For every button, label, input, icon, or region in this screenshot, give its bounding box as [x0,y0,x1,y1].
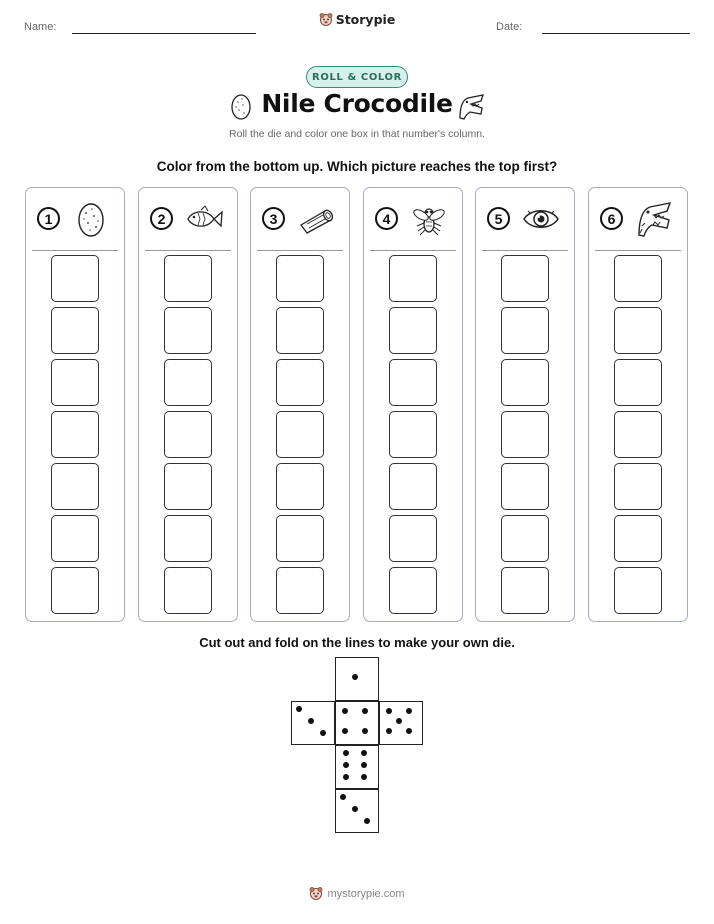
die-face-4 [335,701,379,745]
color-box[interactable] [164,411,212,458]
die-face-3 [335,789,379,833]
color-box[interactable] [51,515,99,562]
die-instruction: Cut out and fold on the lines to make your own die. [199,635,515,650]
color-box[interactable] [276,567,324,614]
color-box[interactable] [614,411,662,458]
color-box[interactable] [614,255,662,302]
die-pip [361,750,367,756]
die-pip [352,806,358,812]
crocodile-head-icon [633,199,675,239]
color-box[interactable] [276,307,324,354]
die-pip [406,728,412,734]
color-box[interactable] [501,411,549,458]
name-field[interactable] [72,33,256,34]
column-number: 5 [487,207,510,230]
die-pip [352,674,358,680]
die-pip [343,774,349,780]
fish-icon [183,199,225,239]
die-pip [308,718,314,724]
date-label: Date: [496,21,523,33]
column-divider [257,250,343,251]
color-box[interactable] [164,359,212,406]
color-box[interactable] [501,463,549,510]
column-divider [595,250,681,251]
die-pip [342,708,348,714]
column-header [139,188,237,250]
color-box[interactable] [501,567,549,614]
column-header [364,188,462,250]
name-label: Name: [24,21,57,33]
color-box[interactable] [389,463,437,510]
die-pip [343,750,349,756]
brand-header [0,12,714,31]
die-pip [362,708,368,714]
color-box[interactable] [276,515,324,562]
die-pip [296,706,302,712]
date-field[interactable] [542,33,690,34]
die-pip [340,794,346,800]
brand-name: Storypie [335,12,396,27]
color-box[interactable] [389,515,437,562]
die-pip [364,818,370,824]
column-header [26,188,124,250]
color-box[interactable] [51,255,99,302]
die-face-1 [335,657,379,701]
color-box[interactable] [51,359,99,406]
color-box[interactable] [51,411,99,458]
die-pip [396,718,402,724]
die-pip [343,762,349,768]
die-pip [361,774,367,780]
color-box[interactable] [614,359,662,406]
color-box[interactable] [614,463,662,510]
column-number: 2 [150,207,173,230]
die-face-5 [379,701,423,745]
column-header [476,188,574,250]
die-pip [362,728,368,734]
color-box[interactable] [276,359,324,406]
color-box[interactable] [389,359,437,406]
egg-icon [70,199,112,239]
log-icon [295,199,337,239]
color-box[interactable] [164,255,212,302]
color-box[interactable] [501,307,549,354]
crocodile-head-icon [456,92,486,122]
die-pip [386,728,392,734]
color-box[interactable] [614,567,662,614]
die-pip [406,708,412,714]
die-face-3 [291,701,335,745]
column-divider [370,250,456,251]
subtitle: Roll the die and color one box in that number's column. [229,128,485,140]
color-box[interactable] [51,307,99,354]
color-box[interactable] [501,255,549,302]
die-pip [361,762,367,768]
storypie-logo-icon [309,886,323,901]
color-box[interactable] [276,463,324,510]
footer [0,886,714,905]
color-box[interactable] [51,567,99,614]
activity-badge: ROLL & COLOR [306,66,408,88]
column-number: 4 [375,207,398,230]
column-6 [588,187,688,622]
storypie-logo-icon [319,12,333,27]
die-pip [342,728,348,734]
color-box[interactable] [501,515,549,562]
column-divider [482,250,568,251]
color-box[interactable] [389,567,437,614]
eye-icon [520,199,562,239]
color-box[interactable] [276,411,324,458]
color-box[interactable] [164,307,212,354]
die-pip [320,730,326,736]
column-number: 1 [37,207,60,230]
color-box[interactable] [614,515,662,562]
column-2 [138,187,238,622]
column-divider [145,250,231,251]
color-box[interactable] [389,411,437,458]
color-box[interactable] [51,463,99,510]
footer-url: mystorypie.com [327,887,405,900]
color-box[interactable] [164,463,212,510]
die-pip [386,708,392,714]
page-title: Nile Crocodile [261,89,453,118]
column-divider [32,250,118,251]
color-box[interactable] [389,255,437,302]
color-box[interactable] [389,307,437,354]
column-4 [363,187,463,622]
instruction: Color from the bottom up. Which picture reaches the top first? [156,159,558,174]
color-box[interactable] [164,567,212,614]
column-number: 3 [262,207,285,230]
color-box[interactable] [614,307,662,354]
color-box[interactable] [164,515,212,562]
die-face-6 [335,745,379,789]
color-box[interactable] [276,255,324,302]
fly-icon [408,199,450,239]
column-5 [475,187,575,622]
column-header [251,188,349,250]
column-header [589,188,687,250]
column-1 [25,187,125,622]
color-box[interactable] [501,359,549,406]
column-number: 6 [600,207,623,230]
column-3 [250,187,350,622]
